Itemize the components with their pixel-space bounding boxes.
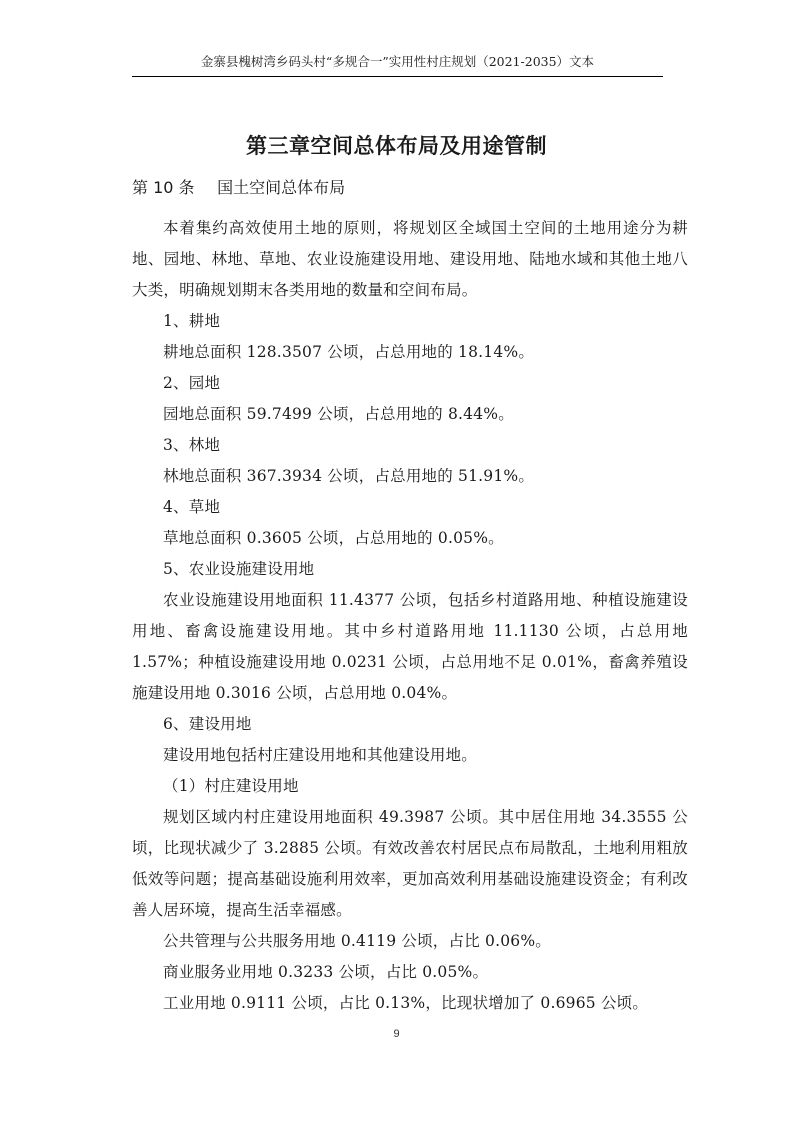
article-number: 第 10 条 [132, 178, 195, 197]
paragraph-village-construction: 规划区域内村庄建设用地面积 49.3987 公顷。其中居住用地 34.3555 公顷，比现状减少了 3.2885 公顷。有效改善农村居民点布局散乱，土地利用粗放低效等问题；提高基础设施利用效率，更加高效利用基础设施建设资金；有利改善人居环境，提高生活幸福感。 [132, 808, 688, 919]
paragraph-construction: 建设用地包括村庄建设用地和其他建设用地。 [163, 746, 478, 764]
body-text [132, 213, 688, 1019]
paragraph-intro: 本着集约高效使用土地的原则，将规划区全域国土空间的土地用途分为耕地、园地、林地、草地、农业设施建设用地、建设用地、陆地水域和其他土地八大类，明确规划期末各类用地的数量和空间布局。 [132, 219, 688, 299]
page-number: 9 [393, 1028, 400, 1040]
paragraph-agri-facility: 农业设施建设用地面积 11.4377 公顷，包括乡村道路用地、种植设施建设用地、畜禽设施建设用地。其中乡村道路用地 11.1130 公顷，占总用地 1.57%；种植设施建设用地 0.0231 公顷，占总用地不足 0.01%，畜禽养殖设施建设用地 0.3016 公顷，占总用地 0.04%。 [132, 591, 688, 702]
subheading-grassland: 4、草地 [163, 498, 221, 516]
paragraph-cropland: 耕地总面积 128.3507 公顷，占总用地的 18.14%。 [163, 343, 535, 361]
article-title: 国土空间总体布局 [217, 178, 346, 197]
article-heading [132, 178, 345, 198]
paragraph-commercial: 商业服务业用地 0.3233 公顷，占比 0.05%。 [163, 963, 489, 981]
subheading-garden: 2、园地 [163, 374, 221, 392]
paragraph-public-service: 公共管理与公共服务用地 0.4119 公顷，占比 0.06%。 [163, 932, 551, 950]
paragraph-grassland: 草地总面积 0.3605 公顷，占总用地的 0.05%。 [163, 529, 504, 547]
subheading-forest: 3、林地 [163, 436, 221, 454]
subheading-agri-facility: 5、农业设施建设用地 [163, 560, 315, 578]
subheading-cropland: 1、耕地 [163, 312, 221, 330]
paragraph-industrial: 工业用地 0.9111 公顷，占比 0.13%，比现状增加了 0.6965 公顷。 [163, 994, 649, 1012]
running-header: 金寨县槐树湾乡码头村“多规合一”实用性村庄规划（2021-2035）文本 [132, 52, 663, 77]
paragraph-forest: 林地总面积 367.3934 公顷，占总用地的 51.91%。 [163, 467, 535, 485]
subheading-village-construction: （1）村庄建设用地 [163, 777, 299, 795]
paragraph-garden: 园地总面积 59.7499 公顷，占总用地的 8.44%。 [163, 405, 514, 423]
subheading-construction: 6、建设用地 [163, 715, 252, 733]
chapter-title: 第三章空间总体布局及用途管制 [246, 134, 547, 158]
